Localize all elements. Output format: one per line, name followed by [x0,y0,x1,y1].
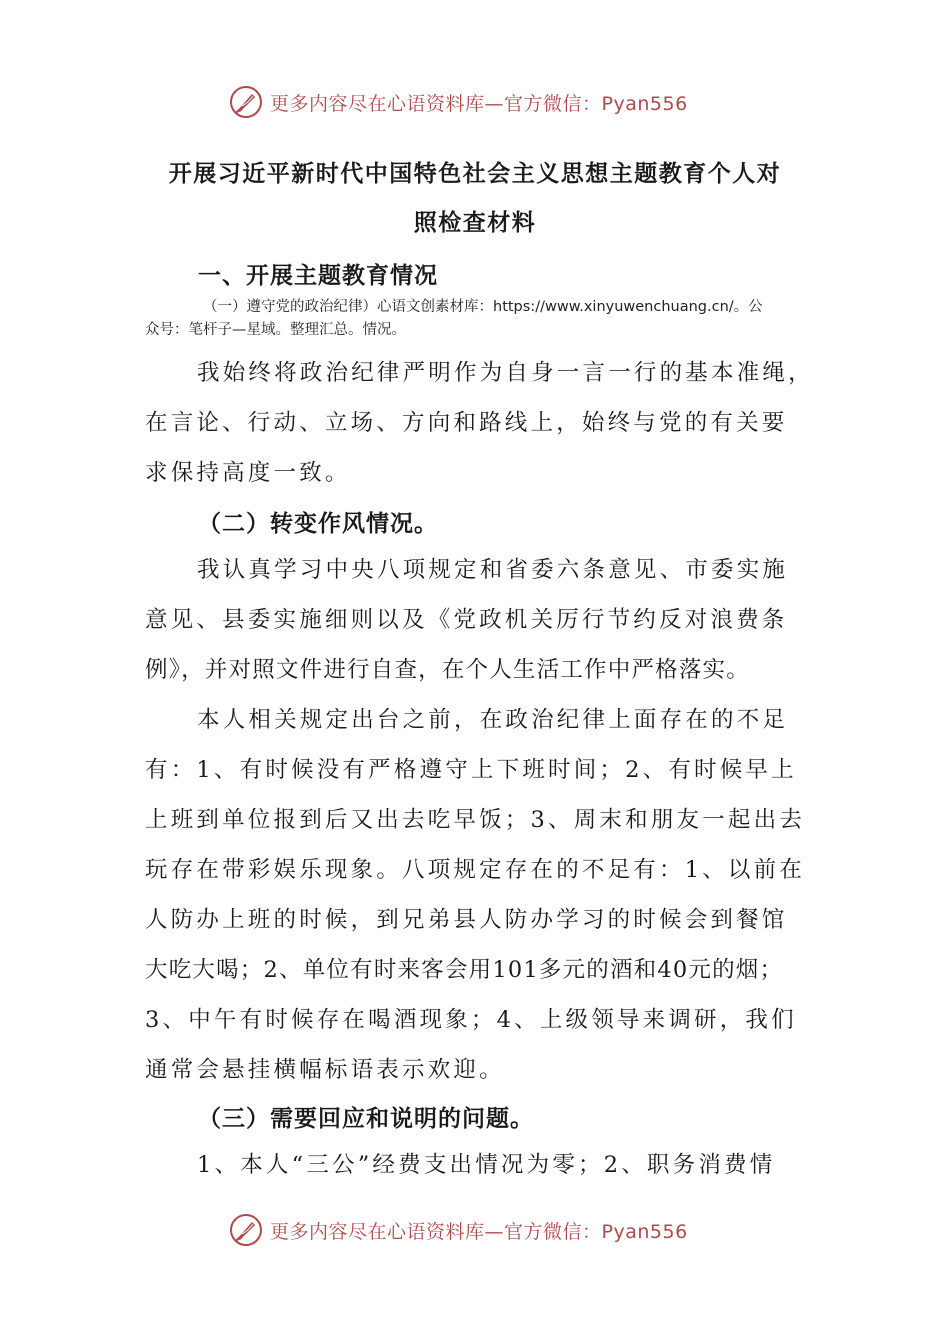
footer-banner [228,1210,728,1250]
banner-text: 更多内容尽在心语资料库—官方微信：Pyan556 [270,1220,688,1243]
paragraph-line: 我认真学习中央八项规定和省委六条意见、市委实施 [197,557,789,583]
banner-text: 更多内容尽在心语资料库—官方微信：Pyan556 [270,92,688,115]
paragraph-line: 求保持高度一致。 [145,460,351,486]
paragraph-line: 我始终将政治纪律严明作为自身一言一行的基本准绳， [197,360,814,386]
section-heading-2: （二）转变作风情况。 [198,510,438,537]
paragraph-line: 玩存在带彩娱乐现象。八项规定存在的不足有：1、以前在 [145,857,806,883]
paragraph-line: 大吃大喝；2、单位有时来客会用101多元的酒和40元的烟； [145,957,784,983]
source-note [145,296,825,342]
document-title-line-2: 照检查材料 [413,209,537,236]
paragraph-study-regulations [145,545,830,695]
paragraph-line: 通常会悬挂横幅标语表示欢迎。 [145,1057,505,1083]
paragraph-line: 意见、县委实施细则以及《党政机关厉行节约反对浪费条 [145,607,788,633]
paragraph-line: 有：1、有时候没有严格遵守上下班时间；2、有时候早上 [145,757,797,783]
header-banner [228,82,728,122]
section-heading-3: （三）需要回应和说明的问题。 [198,1105,534,1132]
quill-pen-logo-icon [228,1212,264,1248]
paragraph-shortcomings [145,695,830,1095]
paragraph-line: 3、中午有时候存在喝酒现象；4、上级领导来调研，我们 [145,1007,797,1033]
paragraph-line: 人防办上班的时候，到兄弟县人防办学习的时候会到餐馆 [145,907,788,933]
paragraph-political-discipline [145,348,830,498]
source-note-line-2: 众号：笔杆子—星域。整理汇总。情况。 [145,322,406,338]
source-note-line-1: （一）遵守党的政治纪律）心语文创素材库：https://www.xinyuwenchuang.cn/。公 [203,299,763,315]
paragraph-line: 例》，并对照文件进行自查，在个人生活工作中严格落实。 [145,657,750,683]
document-title-line-1: 开展习近平新时代中国特色社会主义思想主题教育个人对 [168,160,782,187]
quill-pen-logo-icon [228,84,264,120]
section-heading-1: 一、开展主题教育情况 [198,262,438,289]
paragraph-line: 1、本人“三公”经费支出情况为零；2、职务消费情 [197,1152,776,1178]
paragraph-line: 在言论、行动、立场、方向和路线上，始终与党的有关要 [145,410,788,436]
paragraph-line: 上班到单位报到后又出去吃早饭；3、周末和朋友一起出去 [145,807,806,833]
paragraph-three-public-expenses [145,1140,830,1190]
paragraph-line: 本人相关规定出台之前，在政治纪律上面存在的不足 [197,707,789,733]
